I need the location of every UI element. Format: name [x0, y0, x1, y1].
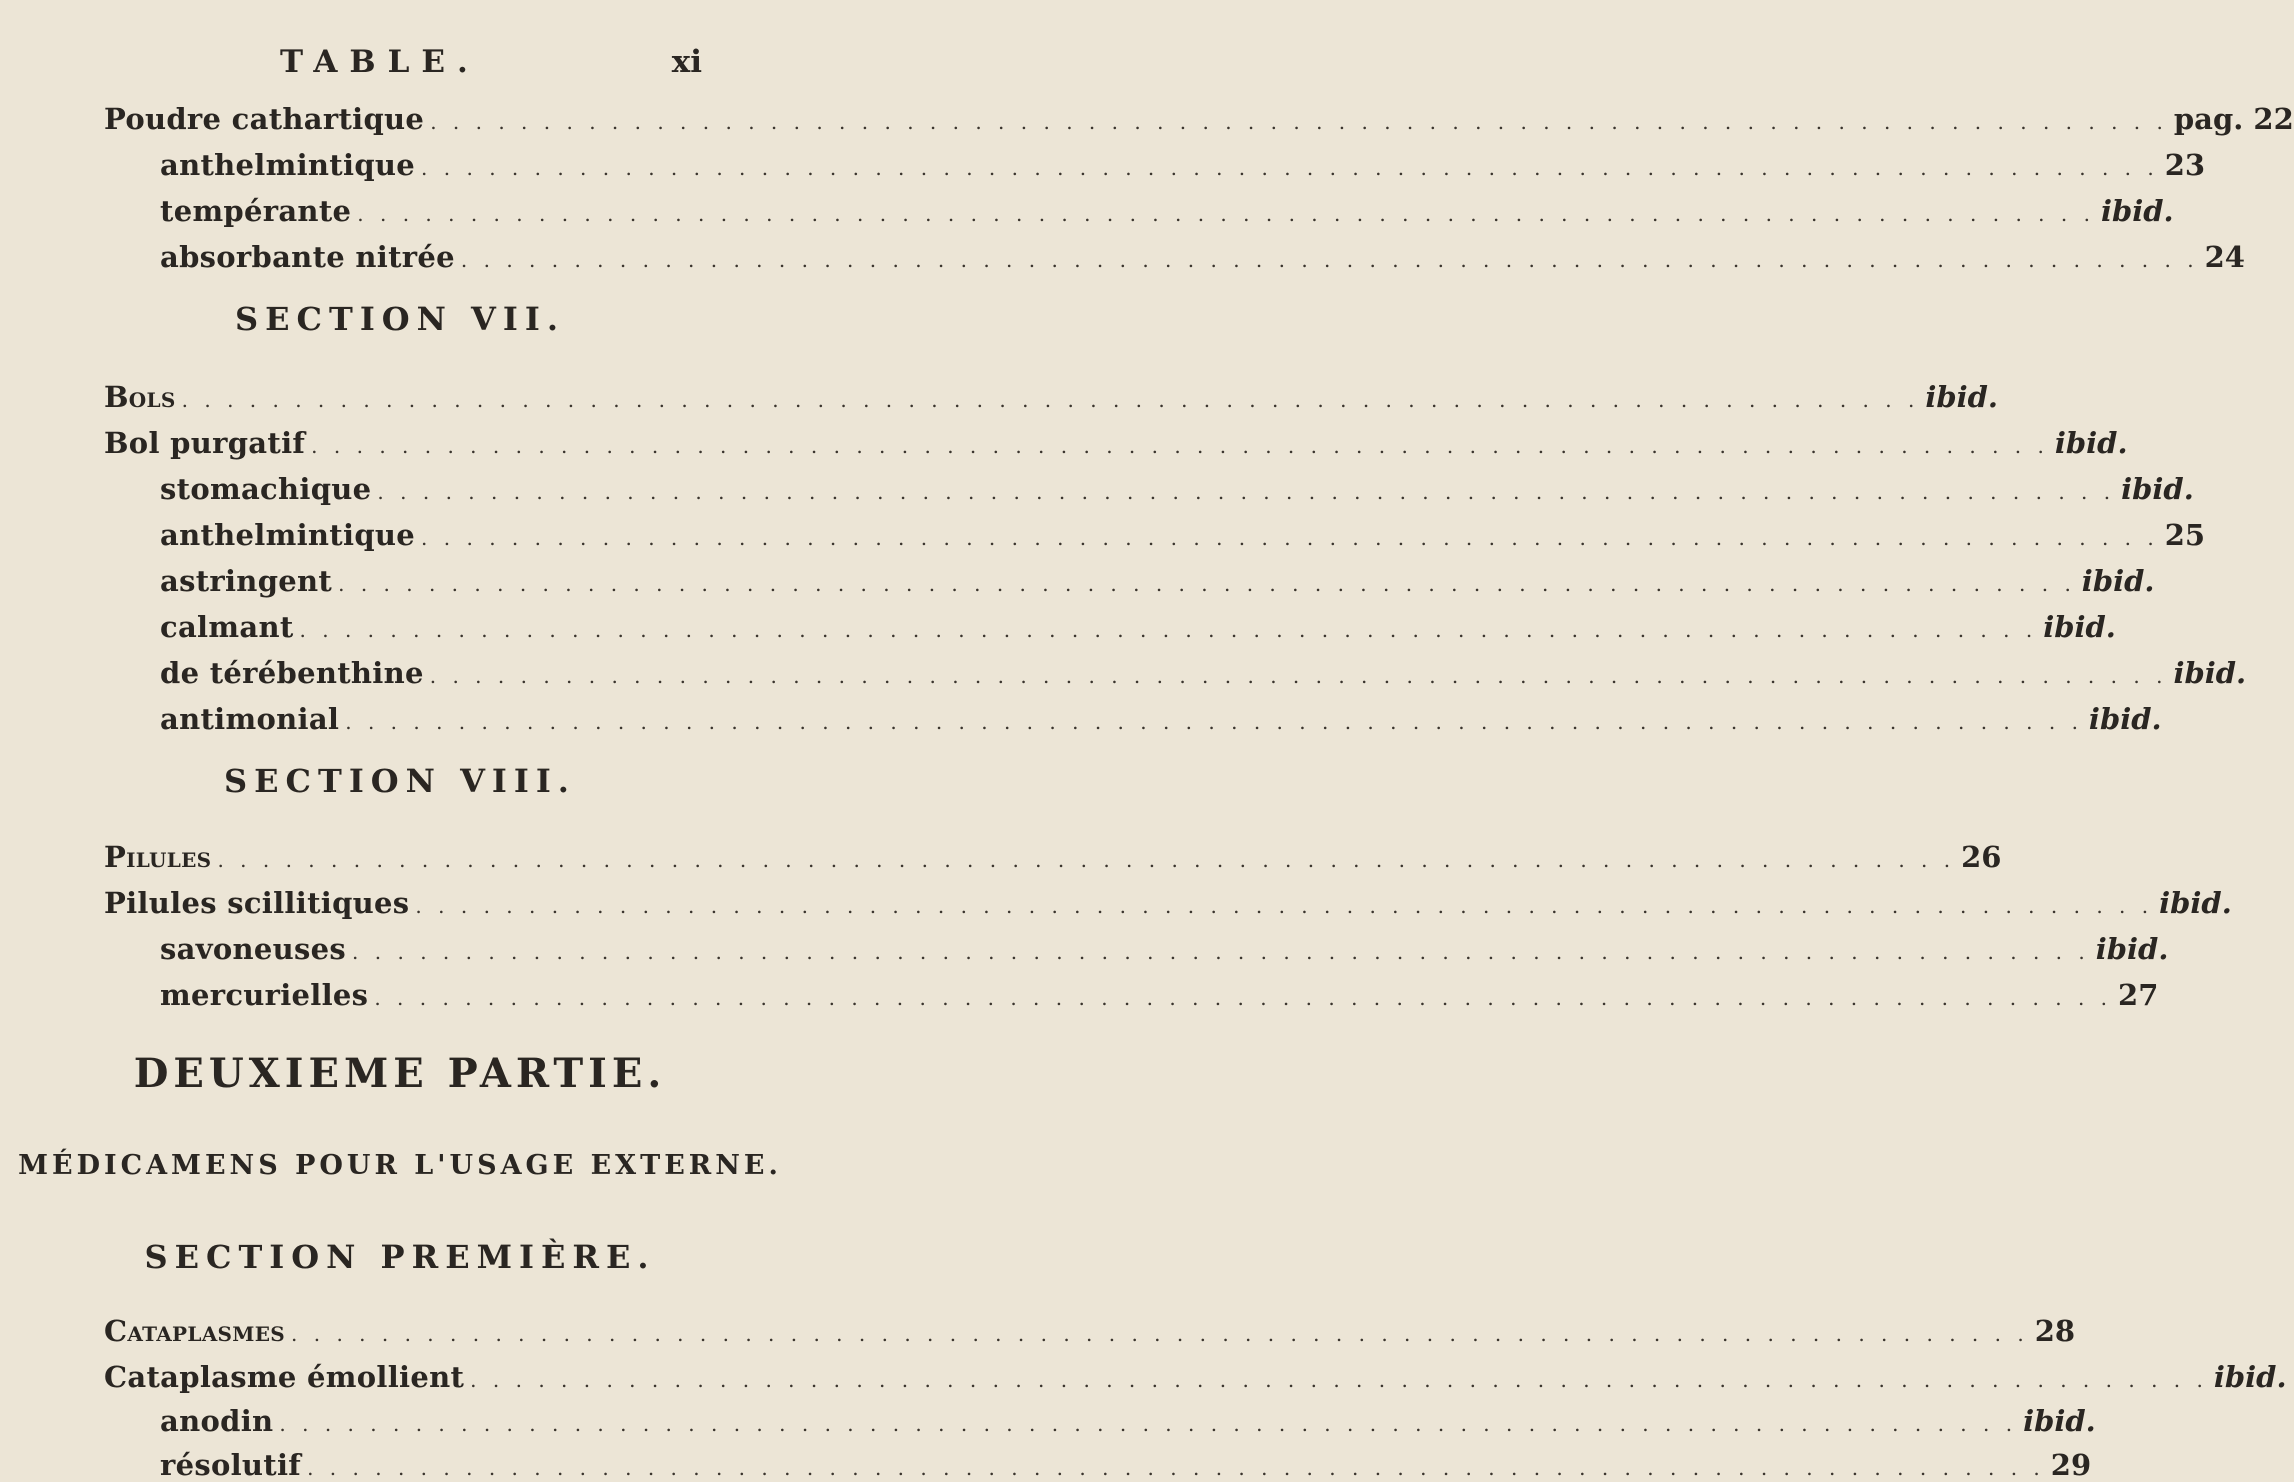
- leader-dots: [291, 1322, 2029, 1346]
- leader-dots: [461, 248, 2199, 272]
- leader-dots: [415, 894, 2153, 918]
- entry-page-ref: 28: [2034, 1314, 2076, 1348]
- leader-dots: [279, 1412, 2017, 1436]
- entry-page-ref: ibid.: [2054, 426, 2128, 460]
- entry-label: anodin: [160, 1404, 274, 1438]
- entry-page-ref: ibid.: [2159, 886, 2232, 920]
- leader-dots: [345, 710, 2083, 734]
- leader-dots: [307, 1456, 2045, 1480]
- toc-entry: [160, 978, 2159, 1018]
- entry-label: Pilules scillitiques: [104, 886, 410, 920]
- toc-entry: [160, 472, 2194, 512]
- entry-label: mercurielles: [160, 978, 369, 1012]
- running-head: [0, 44, 800, 84]
- entry-label: stomachique: [160, 472, 372, 506]
- toc-entry: [160, 1448, 2092, 1482]
- entry-label: absorbante nitrée: [160, 240, 455, 274]
- entry-page-ref: pag. 22: [2173, 102, 2294, 136]
- leader-dots: [217, 848, 1955, 872]
- entry-label: calmant: [160, 610, 294, 644]
- entry-label: astringent: [160, 564, 333, 598]
- leader-dots: [300, 618, 2038, 642]
- part-heading: DEUXIEME PARTIE.: [133, 1050, 667, 1097]
- entry-page-ref: ibid.: [2213, 1360, 2287, 1394]
- toc-entry: [104, 426, 2128, 466]
- entry-label: Cataplasme émollient: [104, 1360, 465, 1394]
- toc-entry: [104, 380, 1999, 420]
- leader-dots: [357, 202, 2095, 226]
- leader-dots: [430, 110, 2168, 134]
- entry-label: Poudre cathartique: [104, 102, 425, 136]
- entry-label: Cataplasmes: [104, 1314, 286, 1348]
- toc-entry: [160, 656, 2247, 696]
- toc-entry: [104, 102, 2294, 142]
- toc-entry: [160, 1404, 2096, 1444]
- toc-entry: [104, 1314, 2076, 1354]
- toc-entry: [104, 1360, 2287, 1400]
- entry-page-ref: ibid.: [2173, 656, 2247, 690]
- entry-page-ref: 27: [2118, 978, 2159, 1012]
- leader-dots: [352, 940, 2090, 964]
- entry-page-ref: ibid.: [2121, 472, 2194, 506]
- entry-label: de térébenthine: [160, 656, 424, 690]
- entry-page-ref: 24: [2204, 240, 2245, 274]
- toc-entry: [160, 240, 2245, 280]
- toc-entry: [104, 886, 2232, 926]
- toc-entry: [160, 702, 2162, 742]
- toc-entry: [160, 194, 2174, 234]
- entry-label: Pilules: [104, 840, 212, 874]
- entry-label: anthelmintique: [160, 518, 416, 552]
- leader-dots: [311, 434, 2049, 458]
- toc-entry: [160, 932, 2169, 972]
- section-heading: SECTION VIII.: [224, 762, 576, 800]
- entry-label: antimonial: [160, 702, 340, 736]
- entry-page-ref: 25: [2164, 518, 2206, 552]
- entry-label: Bol purgatif: [104, 426, 306, 460]
- leader-dots: [377, 480, 2115, 504]
- entry-page-ref: ibid.: [2043, 610, 2116, 644]
- toc-entry: [160, 148, 2206, 188]
- toc-entry: [160, 564, 2155, 604]
- part-subtitle: MÉDICAMENS POUR L'USAGE EXTERNE.: [18, 1150, 782, 1181]
- toc-entry: [160, 518, 2206, 558]
- entry-page-ref: 26: [1961, 840, 2002, 874]
- leader-dots: [338, 572, 2076, 596]
- entry-page-ref: 29: [2050, 1448, 2092, 1482]
- entry-page-ref: ibid.: [2088, 702, 2162, 736]
- entry-page-ref: ibid.: [2081, 564, 2155, 598]
- entry-page-ref: ibid.: [2095, 932, 2169, 966]
- toc-entry: [160, 610, 2116, 650]
- section-heading: SECTION VII.: [235, 300, 565, 338]
- entry-label: tempérante: [160, 194, 352, 228]
- entry-page-ref: ibid.: [2023, 1404, 2096, 1438]
- entry-page-ref: 23: [2164, 148, 2206, 182]
- page-number: xi: [671, 44, 702, 80]
- entry-label: résolutif: [160, 1448, 302, 1482]
- leader-dots: [470, 1368, 2208, 1392]
- entry-label: Bols: [104, 380, 176, 414]
- leader-dots: [182, 388, 1920, 412]
- entry-label: savoneuses: [160, 932, 347, 966]
- running-head-title: TABLE.: [280, 44, 480, 80]
- leader-dots: [421, 526, 2159, 550]
- leader-dots: [430, 664, 2168, 688]
- entry-page-ref: ibid.: [1925, 380, 1999, 414]
- section-heading: SECTION PREMIÈRE.: [144, 1238, 656, 1276]
- entry-label: anthelmintique: [160, 148, 416, 182]
- leader-dots: [421, 156, 2159, 180]
- entry-page-ref: ibid.: [2100, 194, 2174, 228]
- toc-entry: [104, 840, 2002, 880]
- leader-dots: [374, 986, 2112, 1010]
